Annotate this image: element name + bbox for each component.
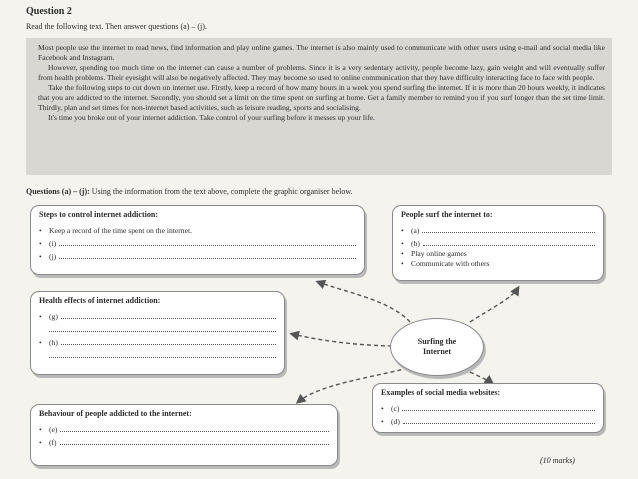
social-title: Examples of social media websites: (381, 388, 501, 397)
paragraph-1: Most people use the internet to read news, find information and play online games. The internet is also mainly used to communicate with other users using e-mail and social media like Facebook and Instagram. (38, 43, 605, 62)
arrow-to-steps (318, 282, 410, 322)
organiser-instruction-text: Using the information from the text above, complete the graphic organiser below. (89, 187, 353, 196)
answer-blank-a[interactable] (422, 224, 595, 233)
center-topic-oval (390, 318, 484, 376)
arrow-to-health (292, 334, 392, 346)
social-media-box (372, 383, 604, 433)
surf-item (401, 248, 595, 258)
steps-answer-j (39, 248, 356, 261)
answer-blank-c[interactable] (402, 402, 595, 411)
bullet: • (39, 252, 42, 261)
steps-item (39, 222, 356, 235)
surf-answer-b (401, 235, 595, 248)
bullet: • (39, 425, 42, 434)
surf-item-text: Communicate with others (411, 259, 490, 268)
health-answer-g (39, 308, 276, 321)
answer-label-f: (f) (49, 438, 57, 447)
steps-item-text: Keep a record of the time spent on the internet. (49, 226, 192, 235)
health-title: Health effects of internet addiction: (39, 296, 161, 305)
marks-label: (10 marks) (540, 456, 575, 465)
organiser-prefix: Questions (a) – (j): (26, 187, 90, 196)
arrow-to-surf (470, 288, 518, 322)
bullet: • (39, 312, 42, 321)
surf-box (392, 205, 604, 281)
answer-blank-i[interactable] (59, 237, 356, 246)
bullet: • (381, 417, 384, 426)
health-answer-h (39, 334, 276, 347)
surf-item (401, 258, 595, 268)
surf-answer-a (401, 222, 595, 235)
answer-blank-g[interactable] (61, 310, 276, 319)
social-answer-d (381, 413, 595, 426)
answer-label-e: (e) (49, 425, 58, 434)
answer-blank-j[interactable] (59, 250, 356, 259)
paragraph-4: It's time you broke out of your internet addiction. Take control of your surfing before it messes up your life. (48, 112, 375, 122)
steps-box (30, 205, 365, 275)
answer-label-b: (b) (411, 239, 420, 248)
surf-title: People surf the internet to: (401, 210, 493, 219)
answer-blank-h-line-2[interactable] (39, 347, 276, 360)
bullet: • (39, 438, 42, 447)
answer-blank-h[interactable] (61, 336, 276, 345)
answer-blank-b[interactable] (423, 237, 595, 246)
health-box (30, 291, 285, 375)
surf-item-text: Play online games (411, 249, 467, 258)
answer-label-g: (g) (49, 312, 58, 321)
paragraph-2: However, spending too much time on the internet can cause a number of problems. Since it is a very sedentary activity, people become lazy, gain weight and will eventually suffer from health problems. Their eyesight will also be negatively affected. They may become so used to online communication that they have difficulty interacting face to face with people. (38, 62, 605, 82)
social-answer-c (381, 400, 595, 413)
steps-title: Steps to control internet addiction: (39, 210, 158, 219)
answer-blank-f[interactable] (60, 436, 329, 445)
bullet: • (401, 226, 404, 235)
answer-label-i: (i) (49, 239, 57, 248)
behaviour-title: Behaviour of people addicted to the internet: (39, 409, 192, 418)
bullet: • (401, 259, 404, 268)
bullet: • (39, 239, 42, 248)
answer-blank-g-line-2[interactable] (39, 321, 276, 334)
paragraph-3: Take the following steps to cut down on internet use. Firstly, keep a record of how many hours in a week you spend surfing the internet. If it is more than 20 hours weekly, it indicates that you are addicted to the internet. Secondly, you should set a limit on the time spent on surfing at home. Get a family member to remind you if you surf longer than the set time limit. Thirdly, plan and set times for non-internet based activities, such as leisure reading, sports and socialising. (38, 82, 605, 112)
behaviour-answer-f (39, 434, 329, 447)
behaviour-box (30, 404, 338, 466)
bullet: • (39, 338, 42, 347)
bullet: • (401, 249, 404, 258)
bullet: • (381, 404, 384, 413)
answer-label-h: (h) (49, 338, 58, 347)
answer-blank-e[interactable] (60, 423, 329, 432)
answer-blank-d[interactable] (403, 415, 595, 424)
answer-label-d: (d) (391, 417, 400, 426)
question-instruction: Read the following text. Then answer questions (a) – (j). (26, 22, 207, 31)
question-title: Question 2 (26, 6, 72, 17)
bullet: • (39, 226, 42, 235)
steps-answer-i (39, 235, 356, 248)
answer-label-c: (c) (391, 404, 400, 413)
center-topic-text: Surfing the Internet (417, 337, 457, 356)
answer-label-j: (j) (49, 252, 57, 261)
bullet: • (401, 239, 404, 248)
answer-label-a: (a) (411, 226, 420, 235)
behaviour-answer-e (39, 421, 329, 434)
arrow-to-social (470, 372, 492, 383)
